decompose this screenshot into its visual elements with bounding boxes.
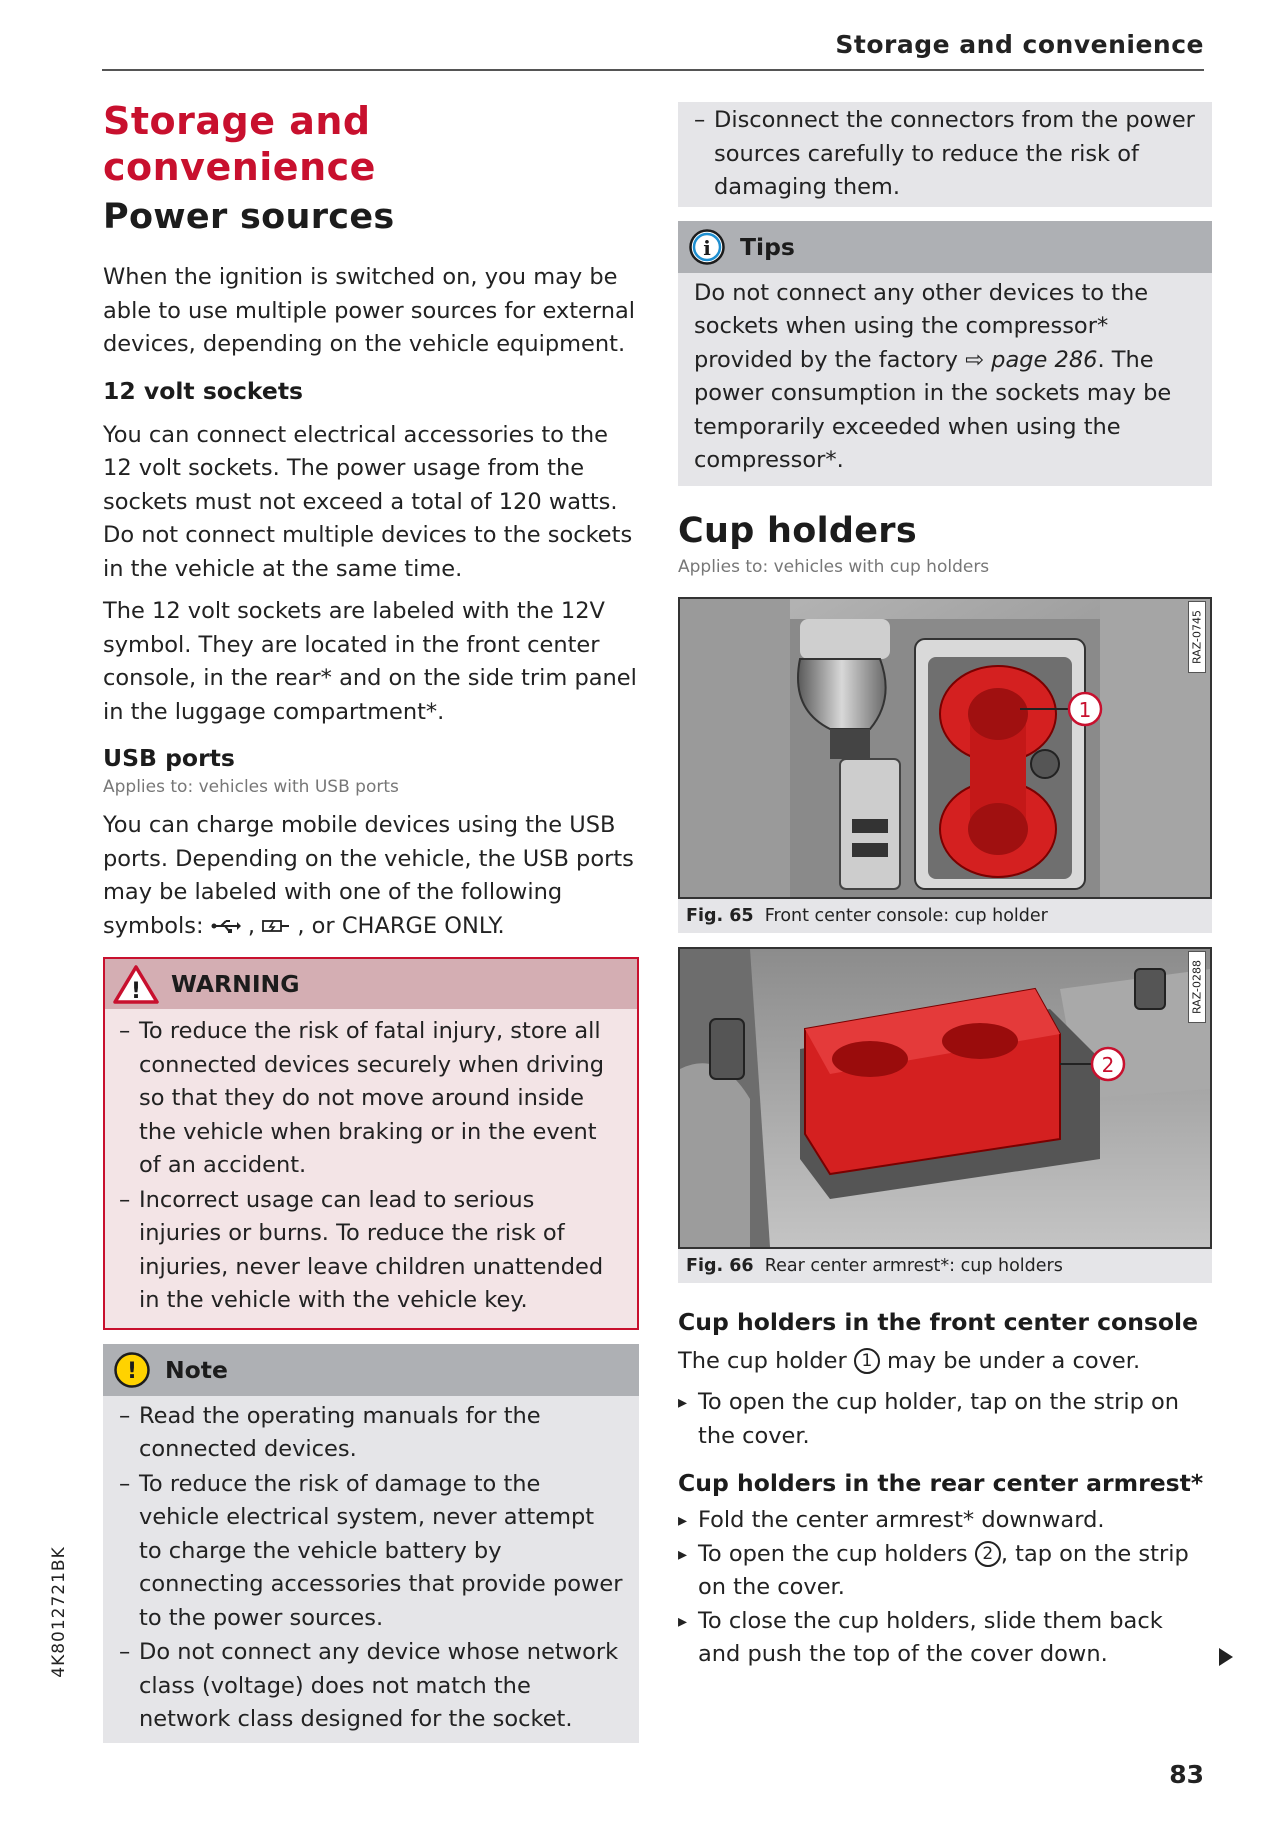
- chapter-title: Storage and convenience: [103, 99, 376, 189]
- usb-text-after: , or CHARGE ONLY.: [297, 912, 505, 939]
- note-continued-box: [678, 102, 1212, 207]
- running-header: Storage and convenience: [835, 30, 1204, 59]
- fig66-caption: [678, 1249, 1212, 1283]
- figure-66: [678, 947, 1212, 1283]
- note-header: [103, 1344, 639, 1396]
- left-column: [103, 98, 639, 1743]
- header-rule: [102, 69, 1204, 71]
- continue-arrow-icon: [1219, 1648, 1233, 1666]
- rear-bullet: ▸ To close the cup holders, slide them back and push the top of the cover down.: [678, 1605, 1212, 1672]
- warning-triangle-icon: [113, 964, 159, 1004]
- fig65-label: Fig. 65: [686, 905, 754, 926]
- callout-ref-1: 1: [854, 1348, 880, 1374]
- tips-header: [678, 221, 1212, 273]
- usb-paragraph: You can charge mobile devices using the USB ports. Depending on the vehicle, the USB ports may be labeled with one of the following symbols: , , or CHARGE ONLY.: [103, 812, 634, 939]
- fig66-caption-text: Rear center armrest*: cup holders: [764, 1255, 1063, 1276]
- note-continued-item: – Disconnect the connectors from the power sources carefully to reduce the risk of damaging them.: [694, 104, 1196, 205]
- rear-bullet: ▸ Fold the center armrest* downward.: [678, 1504, 1212, 1538]
- callout-1: 1: [1078, 697, 1092, 722]
- info-icon: [688, 228, 726, 266]
- usb-applies-to: Applies to: vehicles with USB ports: [103, 777, 399, 797]
- sockets-heading: 12 volt sockets: [103, 376, 304, 405]
- warning-box: [103, 957, 639, 1330]
- note-box: [103, 1344, 639, 1743]
- rear-armrest-cup-holder-image: [678, 947, 1212, 1249]
- front-text-after: may be under a cover.: [879, 1347, 1141, 1374]
- svg-text:i: i: [703, 235, 711, 260]
- rear-armrest-heading: Cup holders in the rear center armrest*: [678, 1469, 1204, 1497]
- front-text-before: The cup holder: [678, 1347, 854, 1374]
- front-bullet: ▸ To open the cup holder, tap on the strip on the cover.: [678, 1386, 1212, 1453]
- page-number: 83: [1169, 1760, 1204, 1789]
- tips-paragraph: [694, 277, 1196, 478]
- tips-page-link[interactable]: page 286: [991, 346, 1098, 373]
- note-item: – To reduce the risk of damage to the vehicle electrical system, never attempt to charge the vehicle battery by connecting accessories that provide power to the power sources.: [119, 1468, 623, 1636]
- callout-ref-2: 2: [975, 1541, 1001, 1567]
- sockets-paragraph-2: The 12 volt sockets are labeled with the 12V symbol. They are located in the front center console, in the rear* and on the side trim panel in the luggage compartment*.: [103, 598, 637, 725]
- usb-text-before: You can charge mobile devices using the USB ports. Depending on the vehicle, the USB ports may be labeled with one of the following symbols:: [103, 812, 634, 939]
- document-code: 4K8012721BK: [49, 1546, 69, 1678]
- fig65-code-label: RAZ-0745: [1188, 601, 1206, 673]
- intro-paragraph: When the ignition is switched on, you may be able to use multiple power sources for external devices, depending on the vehicle equipment.: [103, 264, 636, 357]
- usb-heading: USB ports: [103, 744, 235, 772]
- front-console-cup-holder-image: [678, 597, 1212, 899]
- cup-holders-title: Cup holders: [678, 510, 917, 551]
- svg-text:!: !: [126, 1358, 138, 1384]
- cup-applies-to: Applies to: vehicles with cup holders: [678, 556, 990, 577]
- section-title: Power sources: [103, 197, 395, 237]
- tips-text-after: . The power consumption in the sockets may be temporarily exceeded when using the compressor*.: [694, 346, 1172, 473]
- fig65-caption-text: Front center console: cup holder: [764, 905, 1048, 926]
- fig66-code-label: RAZ-0288: [1188, 951, 1206, 1023]
- note-item: – Read the operating manuals for the connected devices.: [119, 1400, 623, 1467]
- front-console-heading: Cup holders in the front center console: [678, 1307, 1199, 1336]
- note-exclamation-icon: [113, 1351, 151, 1389]
- callout-2: 2: [1101, 1052, 1115, 1077]
- warning-item: – Incorrect usage can lead to serious injuries or burns. To reduce the risk of injuries, never leave children unattended in the vehicle with the vehicle key.: [119, 1184, 623, 1318]
- usb-symbol-icon: [211, 913, 248, 939]
- right-column: [678, 102, 1212, 1672]
- fig66-label: Fig. 66: [686, 1255, 754, 1276]
- note-item: – Do not connect any device whose network class (voltage) does not match the network class designed for the socket.: [119, 1636, 623, 1737]
- rear-bullet: ▸ To open the cup holders 2 , tap on the strip on the cover.: [678, 1538, 1212, 1605]
- warning-title: WARNING: [171, 970, 300, 998]
- fig65-caption: [678, 899, 1212, 933]
- tips-box: [678, 221, 1212, 486]
- warning-item: – To reduce the risk of fatal injury, store all connected devices securely when driving so that they do not move around inside the vehicle when braking or in the event of an accident.: [119, 1015, 623, 1183]
- sockets-paragraph-1: You can connect electrical accessories to the 12 volt sockets. The power usage from the sockets must not exceed a total of 120 watts. Do not connect multiple devices to the sockets in the vehicle at the same time.: [103, 421, 633, 582]
- note-title: Note: [165, 1355, 228, 1384]
- front-console-paragraph: [678, 1345, 1212, 1379]
- charge-only-icon: [262, 913, 297, 939]
- tips-text-before: Do not connect any other devices to the sockets when using the compressor* provided by the factory ⇨: [694, 279, 1149, 373]
- tips-title: Tips: [740, 232, 795, 261]
- warning-header: [105, 959, 637, 1009]
- figure-65: [678, 597, 1212, 933]
- svg-text:!: !: [130, 979, 142, 1004]
